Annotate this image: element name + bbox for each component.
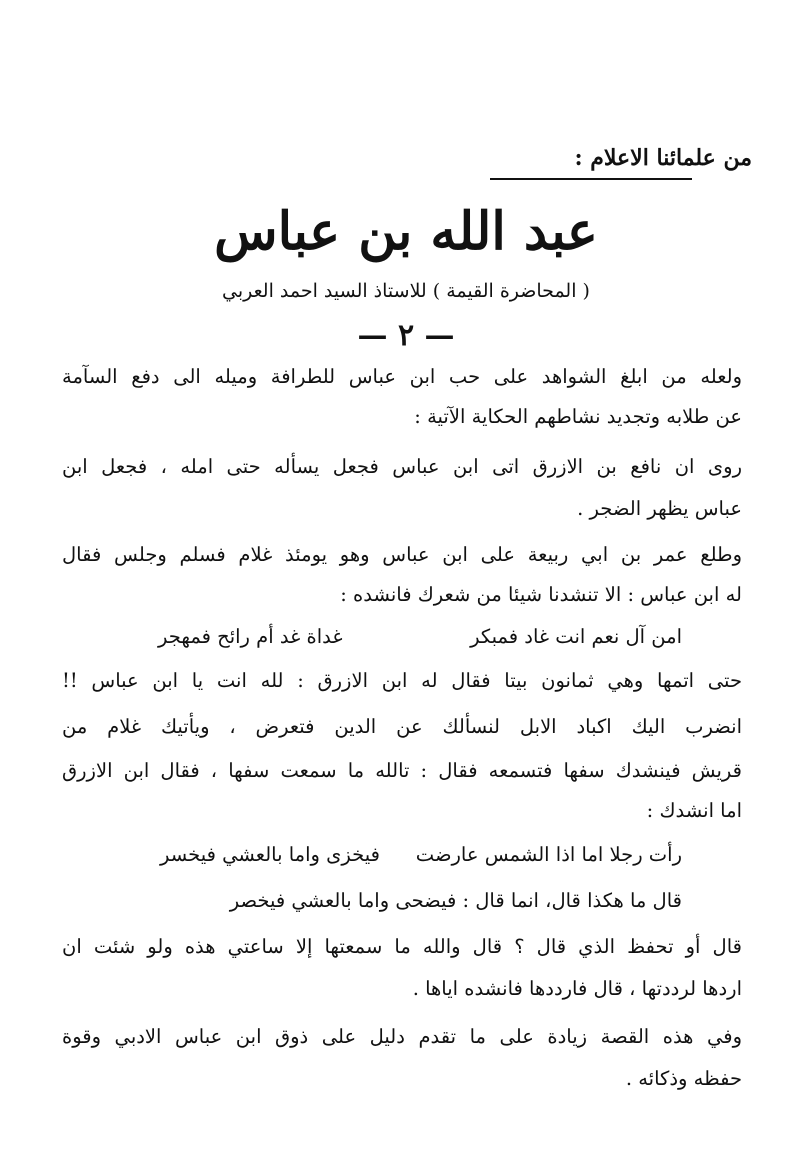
paragraph-5-line-1: قال أو تحفظ الذي قال ؟ قال والله ما سمعتها إلا ساعتي هذه ولو شئت ان [62,935,742,958]
paragraph-2-line-2: عباس يظهر الضجر . [577,497,742,520]
paragraph-4-line-1: حتى اتمها وهي ثمانون بيتا فقال له ابن الازرق : لله انت يا ابن عباس !! [62,669,742,692]
series-heading-underline [490,178,692,180]
paragraph-5-line-2: اردها لرددتها ، قال فارددها فانشده اياها . [412,977,742,1000]
series-heading: من علمائنا الاعلام : [574,145,752,171]
paragraph-1-line-1: ولعله من ابلغ الشواهد على حب ابن عباس للطرافة وميله الى دفع السآمة [62,365,742,388]
paragraph-2-line-1: روى ان نافع بن الازرق اتى ابن عباس فجعل يسأله حتى امله ، فجعل ابن [62,455,742,478]
part-number: — ٢ — [357,318,455,353]
paragraph-3-line-1: وطلع عمر بن ابي ربيعة على ابن عباس وهو يومئذ غلام فسلم وجلس فقال [62,543,742,566]
verse-1-second-hemistich: غداة غد أم رائح فمهجر [158,625,343,648]
verse-2-second-hemistich: فيخزى واما بالعشي فيخسر [160,843,380,866]
verse-1-first-hemistich: امن آل نعم انت غاد فمبكر [470,625,682,648]
verse-2-first-hemistich: رأت رجلا اما اذا الشمس عارضت [415,843,682,866]
paragraph-4-line-2: انضرب اليك اكباد الابل لنسألك عن الدين فتعرض ، ويأتيك غلام من [62,715,742,738]
verse-3-correction: قال ما هكذا قال، انما قال : فيضحى واما بالعشي فيخصر [229,889,682,912]
paragraph-4-line-3: قريش فينشدك سفها فتسمعه فقال : تالله ما سمعت سفها ، فقال ابن الازرق [62,759,742,782]
article-subtitle: ( المحاضرة القيمة ) للاستاذ السيد احمد العربي [222,280,590,302]
paragraph-6-line-1: وفي هذه القصة زيادة على ما تقدم دليل على ذوق ابن عباس الادبي وقوة [62,1025,742,1048]
paragraph-6-line-2: حفظه وذكائه . [625,1067,742,1090]
paragraph-1-line-2: عن طلابه وتجديد نشاطهم الحكاية الآتية : [414,405,742,428]
article-title: عبد الله بن عباس [214,201,598,262]
paragraph-4-line-4: اما انشدك : [646,799,742,822]
paragraph-3-line-2: له ابن عباس : الا تنشدنا شيئا من شعرك فانشده : [340,583,742,606]
